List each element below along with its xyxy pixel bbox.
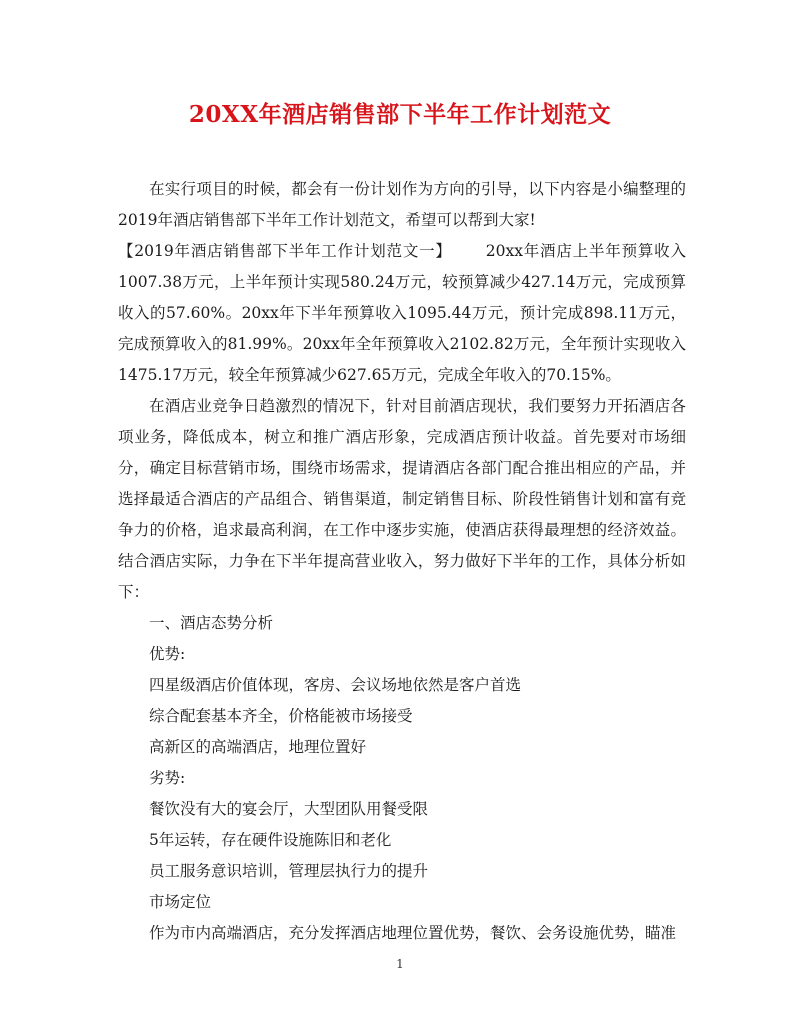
text-line: 一、酒店态势分析: [149, 614, 274, 632]
text-line: 餐饮没有大的宴会厅，大型团队用餐受限: [149, 800, 429, 818]
intro-paragraph: 在实行项目的时候，都会有一份计划作为方向的引导，以下内容是小编整理的2019年酒店销售部下半年工作计划范文，希望可以帮到大家!: [118, 180, 686, 229]
budget-text: 20xx年酒店上半年预算收入1007.38万元，上半年预计实现580.24万元，较预算减少427.14万元，完成预算收入的57.60%。20xx年下半年预算收入1095.44万元，预计完成898.11万元，完成预算收入的81.99%。20xx年全年预算收入2102.82万元，全年预计实现收入1475.17万元，较全年预算减少627.65万元，完成全年收入的70.15%。: [118, 242, 686, 384]
text-line: 员工服务意识培训，管理层执行力的提升: [149, 862, 429, 880]
page-number: 1: [396, 957, 404, 971]
section-header: 【2019年酒店销售部下半年工作计划范文一】: [118, 242, 452, 260]
text-line: 优势:: [149, 645, 186, 663]
document-body: [118, 174, 686, 949]
text-line: 四星级酒店价值体现，客房、会议场地依然是客户首选: [149, 676, 522, 694]
text-line: 作为市内高端酒店，充分发挥酒店地理位置优势，餐饮、会务设施优势，瞄准: [149, 924, 677, 942]
strategy-paragraph: 在酒店业竞争日趋激烈的情况下，针对目前酒店现状，我们要努力开拓酒店各项业务，降低成本，树立和推广酒店形象，完成酒店预计收益。首先要对市场细分，确定目标营销市场，围绕市场需求，提请酒店各部门配合推出相应的产品，并选择最适合酒店的产品组合、销售渠道，制定销售目标、阶段性销售计划和富有竞争力的价格，追求最高利润，在工作中逐步实施，使酒店获得最理想的经济效益。结合酒店实际，力争在下半年提高营业收入，努力做好下半年的工作，具体分析如下：: [118, 397, 686, 601]
text-line: 5年运转，存在硬件设施陈旧和老化: [149, 831, 392, 849]
document-title: 20XX年酒店销售部下半年工作计划范文: [188, 101, 612, 128]
text-line: 高新区的高端酒店，地理位置好: [149, 738, 367, 756]
text-line: 综合配套基本齐全，价格能被市场接受: [149, 707, 413, 725]
text-line: 劣势:: [149, 769, 186, 787]
budget-paragraph: [118, 236, 686, 391]
text-line: 市场定位: [149, 893, 212, 911]
